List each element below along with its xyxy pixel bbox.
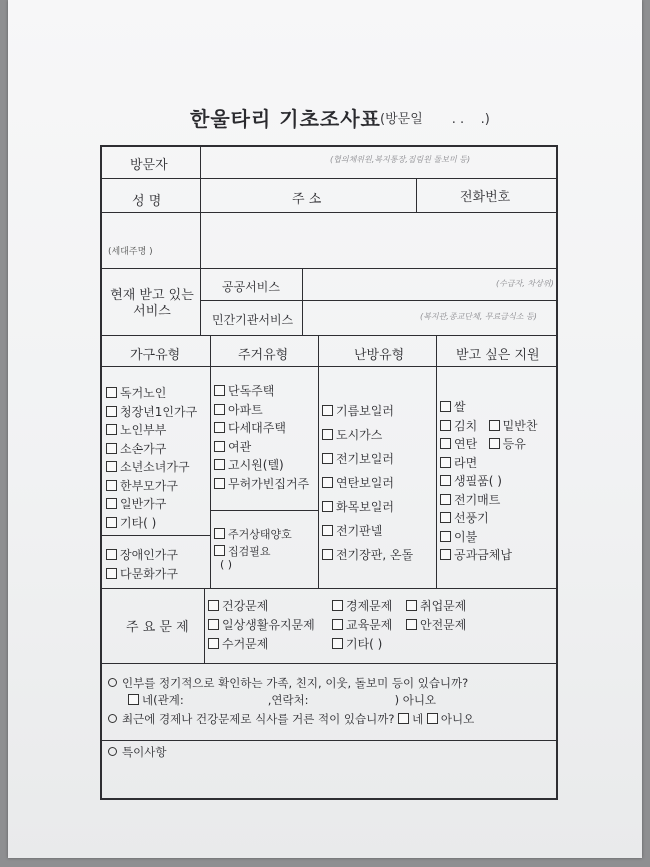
support-option[interactable]: 라면 bbox=[440, 454, 537, 473]
housing-option[interactable]: 여관 bbox=[214, 438, 309, 457]
checkbox-icon bbox=[214, 459, 225, 470]
heating-option[interactable]: 전기장판, 온돌 bbox=[322, 546, 413, 570]
housing-repair-option[interactable]: 집검필요 bbox=[214, 543, 271, 559]
q1-yes-option[interactable]: 네(관계: bbox=[128, 693, 184, 707]
heating-type-list bbox=[322, 402, 413, 570]
public-services-hint: (수급자, 차상위) bbox=[496, 279, 554, 288]
heating-option[interactable]: 전기판넬 bbox=[322, 522, 413, 546]
visitor-label: 방문자 bbox=[130, 158, 168, 173]
housing-option[interactable]: 무허가빈집거주 bbox=[214, 475, 309, 494]
issues-list bbox=[208, 597, 466, 654]
household-head-label: (세대주명 ) bbox=[108, 247, 153, 257]
checkbox-icon bbox=[106, 461, 117, 472]
name-header: 성 명 bbox=[132, 194, 162, 209]
checkbox-icon bbox=[322, 549, 333, 560]
checkbox-icon bbox=[106, 517, 117, 528]
checkbox-icon bbox=[106, 549, 117, 560]
checkbox-icon bbox=[489, 438, 500, 449]
household-type-list bbox=[106, 384, 197, 532]
issue-option[interactable]: 교육문제 bbox=[332, 616, 406, 633]
question-1: 인부를 정기적으로 확인하는 가족, 친지, 이웃, 돌보미 등이 있습니까? bbox=[108, 675, 468, 691]
checkbox-icon bbox=[406, 600, 417, 611]
notes-label: 특이사항 bbox=[108, 744, 166, 760]
checkbox-icon bbox=[106, 480, 117, 491]
issue-option[interactable]: 수거문제 bbox=[208, 635, 332, 652]
household-option[interactable]: 소손가구 bbox=[106, 440, 197, 459]
checkbox-icon bbox=[322, 405, 333, 416]
form-title: 한울타리 기초조사표 bbox=[190, 107, 381, 131]
support-type-list bbox=[440, 398, 537, 565]
household-option[interactable]: 한부모가구 bbox=[106, 477, 197, 496]
q1-contact-label: ,연락처: bbox=[267, 693, 309, 707]
household-option[interactable]: 장애인가구 bbox=[106, 546, 178, 565]
support-option[interactable]: 생필품( ) bbox=[440, 472, 537, 491]
bullet-circle-icon bbox=[108, 747, 117, 756]
survey-paper bbox=[8, 0, 642, 858]
checkbox-icon bbox=[440, 420, 451, 431]
checkbox-icon bbox=[440, 549, 451, 560]
heating-option[interactable]: 전기보일러 bbox=[322, 450, 413, 474]
support-option[interactable]: 전기매트 bbox=[440, 491, 537, 510]
checkbox-icon bbox=[208, 638, 219, 649]
checkbox-icon bbox=[398, 713, 409, 724]
housing-repair-detail: ( ) bbox=[220, 558, 233, 571]
housing-option[interactable]: 아파트 bbox=[214, 401, 309, 420]
private-services-label: 민간기관서비스 bbox=[212, 313, 294, 327]
heating-option[interactable]: 연탄보일러 bbox=[322, 474, 413, 498]
checkbox-icon bbox=[440, 401, 451, 412]
checkbox-icon bbox=[440, 494, 451, 505]
q1-no-option[interactable]: ) 아니오 bbox=[394, 693, 437, 707]
checkbox-icon bbox=[440, 512, 451, 523]
checkbox-icon bbox=[322, 501, 333, 512]
checkbox-icon bbox=[106, 387, 117, 398]
address-header: 주 소 bbox=[292, 192, 322, 207]
household-option[interactable]: 다문화가구 bbox=[106, 565, 178, 584]
private-services-hint: (복지관,종교단체, 무료급식소 등) bbox=[420, 312, 537, 321]
issue-option[interactable]: 경제문제 bbox=[332, 597, 406, 614]
question-2: 최근에 경제나 건강문제로 식사를 거른 적이 있습니까? 네 아니오 bbox=[108, 711, 474, 727]
housing-type-list bbox=[214, 382, 309, 493]
support-option[interactable]: 공과금체납 bbox=[440, 546, 537, 565]
checkbox-icon bbox=[322, 525, 333, 536]
support-option[interactable]: 연탄 bbox=[440, 437, 477, 451]
issue-option[interactable]: 취업문제 bbox=[406, 599, 466, 613]
checkbox-icon bbox=[106, 424, 117, 435]
housing-option[interactable]: 단독주택 bbox=[214, 382, 309, 401]
checkbox-icon bbox=[214, 441, 225, 452]
household-extra-list bbox=[106, 546, 178, 583]
q2-yes-option[interactable]: 네 bbox=[398, 712, 423, 726]
checkbox-icon bbox=[106, 498, 117, 509]
checkbox-icon bbox=[440, 475, 451, 486]
support-option[interactable]: 쌀 bbox=[440, 398, 537, 417]
household-option[interactable]: 노인부부 bbox=[106, 421, 197, 440]
support-option[interactable]: 등유 bbox=[489, 437, 526, 451]
checkbox-icon bbox=[322, 477, 333, 488]
housing-option[interactable]: 고시원(텔) bbox=[214, 456, 309, 475]
checkbox-icon bbox=[214, 404, 225, 415]
heating-option[interactable]: 화목보일러 bbox=[322, 498, 413, 522]
checkbox-icon bbox=[332, 638, 343, 649]
support-option[interactable]: 밑반찬 bbox=[489, 419, 538, 433]
checkbox-icon bbox=[214, 545, 225, 556]
checkbox-icon bbox=[322, 453, 333, 464]
checkbox-icon bbox=[106, 443, 117, 454]
checkbox-icon bbox=[214, 528, 225, 539]
checkbox-icon bbox=[106, 406, 117, 417]
bullet-circle-icon bbox=[108, 678, 117, 687]
checkbox-icon bbox=[214, 422, 225, 433]
visit-date-label: (방문일 . . .) bbox=[380, 112, 490, 127]
services-label: 현재 받고 있는 서비스 bbox=[110, 288, 194, 319]
checkbox-icon bbox=[440, 438, 451, 449]
household-option[interactable]: 청장년1인가구 bbox=[106, 403, 197, 422]
checkbox-icon bbox=[489, 420, 500, 431]
household-type-header: 가구유형 bbox=[130, 348, 181, 363]
checkbox-icon bbox=[128, 694, 139, 705]
household-option[interactable]: 독거노인 bbox=[106, 384, 197, 403]
checkbox-icon bbox=[406, 619, 417, 630]
support-option[interactable]: 선풍기 bbox=[440, 509, 537, 528]
checkbox-icon bbox=[214, 478, 225, 489]
checkbox-icon bbox=[322, 429, 333, 440]
household-option[interactable]: 기타( ) bbox=[106, 514, 197, 533]
housing-option[interactable]: 다세대주택 bbox=[214, 419, 309, 438]
visitor-hint: (협의체위원,복지통장,집림원 돌보미 등) bbox=[330, 155, 471, 164]
issue-option[interactable]: 일상생활유지문제 bbox=[208, 616, 332, 633]
housing-state-option[interactable]: 주거상태양호 bbox=[214, 526, 292, 542]
checkbox-icon bbox=[208, 619, 219, 630]
issue-option[interactable]: 안전문제 bbox=[406, 618, 466, 632]
issue-option[interactable]: 기타( ) bbox=[332, 637, 382, 651]
household-option[interactable]: 소년소녀가구 bbox=[106, 458, 197, 477]
heating-option[interactable]: 도시가스 bbox=[322, 426, 413, 450]
issue-option[interactable]: 건강문제 bbox=[208, 597, 332, 614]
q2-no-option[interactable]: 아니오 bbox=[427, 712, 474, 726]
question-1-answers bbox=[128, 692, 436, 708]
bullet-circle-icon bbox=[108, 714, 117, 723]
checkbox-icon bbox=[106, 568, 117, 579]
housing-type-header: 주거유형 bbox=[238, 348, 289, 363]
checkbox-icon bbox=[332, 619, 343, 630]
phone-header: 전화번호 bbox=[460, 190, 511, 205]
support-option[interactable]: 이불 bbox=[440, 528, 537, 547]
checkbox-icon bbox=[332, 600, 343, 611]
checkbox-icon bbox=[208, 600, 219, 611]
checkbox-icon bbox=[427, 713, 438, 724]
heating-option[interactable]: 기름보일러 bbox=[322, 402, 413, 426]
checkbox-icon bbox=[214, 385, 225, 396]
issues-label: 주 요 문 제 bbox=[126, 620, 189, 635]
heating-type-header: 난방유형 bbox=[354, 348, 405, 363]
checkbox-icon bbox=[440, 457, 451, 468]
household-option[interactable]: 일반가구 bbox=[106, 495, 197, 514]
public-services-label: 공공서비스 bbox=[222, 280, 280, 294]
support-header: 받고 싶은 지원 bbox=[456, 348, 540, 363]
support-option[interactable]: 김치 bbox=[440, 419, 477, 433]
checkbox-icon bbox=[440, 531, 451, 542]
